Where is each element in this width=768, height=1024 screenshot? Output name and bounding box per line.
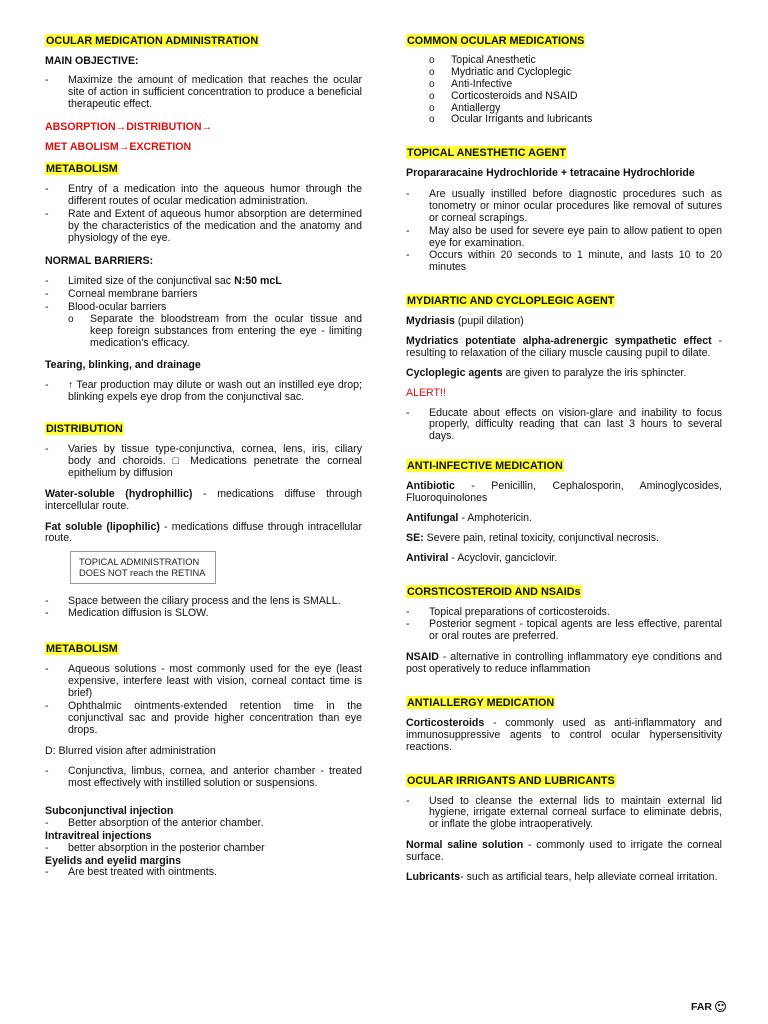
- flow-line-2: MET ABOLISM→EXCRETION: [45, 141, 192, 154]
- list-item: - ↑ Tear production may dilute or wash out an instilled eye drop; blinking expels eye drop from the conjunctival sac.: [45, 380, 362, 404]
- corticosteroids-label: Corticosteroids: [406, 716, 485, 729]
- saline-text: - commonly used to irrigate the corneal surface.: [406, 839, 722, 864]
- subconjunctival-label: Subconjunctival injection: [45, 805, 174, 818]
- anesthetic-list: [406, 189, 722, 274]
- side-effects-label: SE:: [406, 531, 424, 544]
- heading-corticosteroid-nsaids: CORSTICOSTEROID AND NSAIDs: [407, 585, 581, 598]
- heading-antiallergy: ANTIALLERGY MEDICATION: [407, 696, 555, 709]
- list-item: - Occurs within 20 seconds to 1 minute, and lasts 10 to 20 minutes: [406, 250, 722, 274]
- fat-soluble-label: Fat soluble (lipophilic): [45, 520, 160, 533]
- footer-initials: FAR: [691, 1001, 712, 1014]
- subconjunctival-list: [45, 818, 362, 830]
- list-item: - Rate and Extent of aqueous humor absorption are determined by the characteristics of the medication and the anatomy and physiology of the eye.: [45, 209, 362, 245]
- left-column: [45, 34, 362, 886]
- list-item: [45, 302, 362, 349]
- heading-ocular-irrigants: OCULAR IRRIGANTS AND LUBRICANTS: [407, 774, 615, 787]
- mydriatics-text: - resulting to relaxation of the ciliary muscle causing pupil to dilate.: [406, 335, 722, 359]
- main-objective-list: [45, 75, 362, 111]
- topical-administration-note-box: [70, 551, 216, 583]
- list-item: o Ocular Irrigants and lubricants: [406, 114, 722, 126]
- alert-list: [406, 408, 722, 444]
- list-item: - Aqueous solutions - most commonly used for the eye (least expensive, interfere least with vision, corneal contact time is brief): [45, 664, 362, 700]
- sub-list-item: o Separate the bloodstream from the ocular tissue and keep foreign substances from entering the eye - limiting medication’s efficacy.: [68, 314, 362, 350]
- heading-common-ocular-medications: COMMON OCULAR MEDICATIONS: [407, 35, 585, 47]
- antibiotic-paragraph: [406, 481, 722, 505]
- intravitreal-label: Intravitreal injections: [45, 829, 152, 842]
- water-soluble-text: - medications diffuse through intercellular route.: [45, 487, 362, 512]
- water-soluble-paragraph: [45, 489, 362, 513]
- heading-distribution: DISTRIBUTION: [46, 423, 123, 436]
- main-objective-text: - Maximize the amount of medication that reaches the ocular site of action in sufficient concentration to produce a beneficial therapeutic effect.: [45, 75, 362, 111]
- list-item: o Anti-Infective: [406, 79, 722, 91]
- antiviral-label: Antiviral: [406, 551, 449, 564]
- irrigants-list: [406, 796, 722, 832]
- anesthetic-drug-name: Propararacaine Hydrochloride + tetracaine Hydrochloride: [406, 167, 695, 180]
- eyelids-list: [45, 867, 362, 879]
- barriers-list: [45, 276, 362, 349]
- nsaid-label: NSAID: [406, 651, 439, 664]
- list-item: o Corticosteroids and NSAID: [406, 91, 722, 103]
- list-item: - Used to cleanse the external lids to maintain external lid hygiene, irrigate external corneal surface to eliminate debris, or inflate the globe intraoperatively.: [406, 796, 722, 832]
- list-item: - Better absorption of the anterior chamber.: [45, 818, 362, 830]
- list-item: - May also be used for severe eye pain to allow patient to open eye for examination.: [406, 226, 722, 250]
- note-box-line-2: DOES NOT reach the RETINA: [79, 568, 206, 579]
- heading-anti-infective: ANTI-INFECTIVE MEDICATION: [407, 460, 563, 473]
- list-item: - Entry of a medication into the aqueous humor through the different routes of ocular medication administration.: [45, 184, 362, 208]
- corticosteroids-paragraph: [406, 718, 722, 754]
- list-item: [45, 276, 362, 288]
- antifungal-paragraph: [406, 513, 722, 525]
- nsaid-text: - alternative in controlling inflammatory eye conditions and post operatively to reduce inflammation: [406, 651, 722, 676]
- smiley-icon: [715, 1001, 726, 1012]
- side-effects-text: Severe pain, retinal toxicity, conjunctival necrosis.: [423, 531, 659, 544]
- lubricants-label: Lubricants: [406, 870, 461, 883]
- list-item: o Topical Anesthetic: [406, 55, 722, 67]
- mydriatics-paragraph: [406, 336, 722, 360]
- page-footer: [691, 1001, 726, 1014]
- distribution-list: [45, 444, 362, 480]
- tearing-list: [45, 380, 362, 404]
- heading-metabolism-2: METABOLISM: [46, 643, 118, 656]
- antibiotic-text: - Penicillin, Cephalosporin, Aminoglycosides, Fluoroquinolones: [406, 480, 722, 505]
- side-effects-paragraph: [406, 533, 722, 545]
- antifungal-label: Antifungal: [406, 511, 459, 524]
- barrier-3-text: Blood-ocular barriers: [68, 301, 167, 314]
- mydriasis-paragraph: [406, 316, 722, 328]
- list-item: - Posterior segment - topical agents are less effective, parental or oral routes are preferred.: [406, 619, 722, 643]
- conjunctiva-list: [45, 766, 362, 790]
- barrier-1-volume: N:50 mcL: [234, 275, 282, 288]
- normal-barriers-label: NORMAL BARRIERS:: [45, 254, 154, 267]
- list-item: - Varies by tissue type-conjunctiva, cornea, lens, iris, ciliary body and choroids. □ Medications penetrate the corneal epithelium by diffusion: [45, 444, 362, 480]
- heading-topical-anesthetic: TOPICAL ANESTHETIC AGENT: [407, 147, 566, 160]
- blurred-vision-note: D: Blurred vision after administration: [45, 744, 216, 757]
- list-item: - Space between the ciliary process and the lens is SMALL.: [45, 596, 362, 608]
- list-item: o Antiallergy: [406, 103, 722, 115]
- barrier-1-text: Limited size of the conjunctival sac: [68, 275, 235, 288]
- corticosteroid-list: [406, 607, 722, 644]
- list-item: - Corneal membrane barriers: [45, 289, 362, 301]
- list-item: - better absorption in the posterior chamber: [45, 843, 362, 855]
- alert-label: ALERT!!: [406, 386, 446, 399]
- intravitreal-list: [45, 843, 362, 855]
- fat-soluble-text: - medications diffuse through intracellular route.: [45, 520, 362, 545]
- heading-metabolism-1: METABOLISM: [46, 163, 118, 176]
- list-item: - Are best treated with ointments.: [45, 867, 362, 879]
- mydriasis-text: (pupil dilation): [454, 315, 524, 328]
- water-soluble-label: Water-soluble (hydrophillic): [45, 487, 193, 500]
- cycloplegic-label: Cycloplegic agents: [406, 366, 503, 379]
- fat-soluble-paragraph: [45, 522, 362, 546]
- list-item: - Medication diffusion is SLOW.: [45, 608, 362, 620]
- metabolism-2-list: [45, 664, 362, 736]
- flow-line-1: ABSORPTION→DISTRIBUTION→: [45, 120, 213, 133]
- antiviral-paragraph: [406, 553, 722, 565]
- cycloplegic-text: are given to paralyze the iris sphincter.: [502, 366, 687, 379]
- barrier-sublist: [68, 314, 362, 350]
- mydriatics-label: Mydriatics potentiate alpha-adrenergic sympathetic effect: [406, 335, 712, 348]
- list-item: - Educate about effects on vision-glare and inability to focus properly, difficulty reading that can last 3 hours to several days.: [406, 408, 722, 444]
- common-medications-list: [406, 55, 722, 126]
- note-box-line-1: TOPICAL ADMINISTRATION: [79, 557, 200, 568]
- eyelids-label: Eyelids and eyelid margins: [45, 854, 182, 867]
- saline-label: Normal saline solution: [406, 839, 524, 852]
- list-item: - Are usually instilled before diagnostic procedures such as tonometry or minor ocular procedures like removal of sutures or corneal scrapings.: [406, 189, 722, 225]
- antiviral-text: - Acyclovir, ganciclovir.: [448, 551, 558, 564]
- metabolism-1-list: [45, 184, 362, 244]
- saline-paragraph: [406, 840, 722, 864]
- heading-ocular-medication-administration: OCULAR MEDICATION ADMINISTRATION: [46, 35, 259, 47]
- list-item: - Ophthalmic ointments-extended retention time in the conjunctival sac and provide higher concentration than eye drops.: [45, 701, 362, 737]
- list-item: - Topical preparations of corticosteroids.: [406, 607, 722, 619]
- lubricants-text: - such as artificial tears, help alleviate corneal irritation.: [460, 870, 718, 883]
- main-objective-label: MAIN OBJECTIVE:: [45, 55, 139, 68]
- mydriasis-label: Mydriasis: [406, 315, 455, 328]
- right-column: [406, 34, 722, 890]
- nsaid-paragraph: [406, 652, 722, 676]
- lubricants-paragraph: [406, 872, 722, 884]
- tearing-label: Tearing, blinking, and drainage: [45, 358, 201, 371]
- antibiotic-label: Antibiotic: [406, 480, 455, 493]
- space-list: [45, 596, 362, 621]
- cycloplegic-paragraph: [406, 368, 722, 380]
- heading-mydriatic-cycloplegic: MYDIARTIC AND CYCLOPLEGIC AGENT: [407, 295, 615, 308]
- antifungal-text: - Amphotericin.: [458, 511, 532, 524]
- list-item: o Mydriatic and Cycloplegic: [406, 67, 722, 79]
- list-item: - Conjunctiva, limbus, cornea, and anterior chamber - treated most effectively with instilled solution or suspensions.: [45, 766, 362, 790]
- corticosteroids-text: - commonly used as anti-inflammatory and immunosuppressive agents to control ocular hypersensitivity reactions.: [406, 716, 722, 753]
